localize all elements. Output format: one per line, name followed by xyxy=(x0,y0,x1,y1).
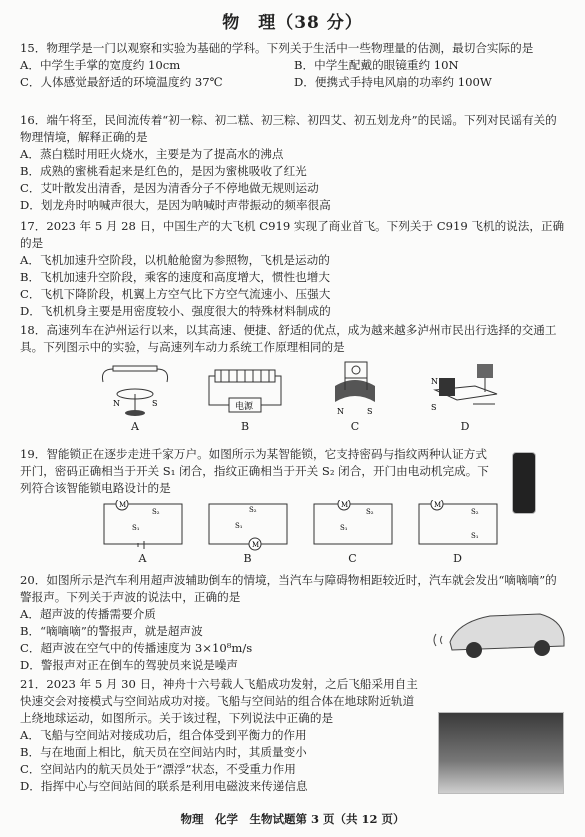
svg-text:S₂: S₂ xyxy=(470,508,479,516)
figure-d xyxy=(425,360,505,433)
question-16 xyxy=(20,112,568,214)
option-c: C．超声波在空气中的传播速度为 3×10⁸m/s xyxy=(20,641,253,655)
option-c: C．空间站内的航天员处于“漂浮”状态，不受重力作用 xyxy=(20,762,296,776)
question-stem: 20．如图所示是汽车利用超声波辅助倒车的情境，当汽车与障碍物相距较近时，汽车就会发出“嘀嘀嘀”的警报声。下列关于声波的说法中，正确的是 xyxy=(20,573,557,604)
svg-text:S: S xyxy=(431,403,437,412)
svg-text:N: N xyxy=(337,407,344,416)
svg-text:S: S xyxy=(367,407,373,416)
smart-lock-image xyxy=(512,452,536,514)
page-title: 物 理（38 分） xyxy=(222,13,363,33)
option-b: B．成熟的蜜桃看起来是红色的，是因为蜜桃吸收了红光 xyxy=(20,164,307,178)
option-c: C．飞机下降阶段，机翼上方空气比下方空气流速小、压强大 xyxy=(20,287,331,301)
motor-rails-diagram xyxy=(425,360,505,420)
compass-wire-diagram xyxy=(95,360,175,420)
question-15 xyxy=(20,40,568,91)
option-b: B．“嘀嘀嘀”的警报声，就是超声波 xyxy=(20,624,203,638)
option-b: B．与在地面上相比，航天员在空间站内时，其质量变小 xyxy=(20,745,307,759)
question-stem: 19．智能锁正在逐步走进千家万户。如图所示为某智能锁，它支持密码与指纹两种认证方式开门，密码正确相当于开关 S₁ 闭合，指纹正确相当于开关 S₂ 闭合，开门由电动机完成。下列符合该智能锁电路设计的是 xyxy=(20,447,489,495)
circuit-diagram xyxy=(415,500,501,552)
option-d: D．划龙舟时呐喊声很大，是因为呐喊时声带振动的频率很高 xyxy=(20,198,331,212)
question-stem: 16．端午将至，民间流传着“初一粽、初二糕、初三粽、初四艾、初五划龙舟”的民谣。下列对民谣有关的物理情境，解释正确的是 xyxy=(20,113,557,144)
option-c: C．艾叶散发出清香，是因为清香分子不停地做无规则运动 xyxy=(20,181,319,195)
circuit-diagram xyxy=(100,500,186,552)
space-station-photo xyxy=(438,712,564,794)
question-18 xyxy=(20,322,568,356)
q18-figures xyxy=(80,360,520,433)
circuit-d xyxy=(415,500,501,565)
option-b: B．飞机加速升空阶段，乘客的速度和高度增大，惯性也增大 xyxy=(20,270,330,284)
figure-label: C xyxy=(350,420,360,433)
figure-c xyxy=(315,360,395,433)
circuit-diagram xyxy=(205,500,291,552)
figure-label: D xyxy=(453,552,462,565)
electromagnet-diagram xyxy=(205,360,285,420)
option-d: D．飞机机身主要是用密度较小、强度很大的特殊材料制成的 xyxy=(20,304,331,318)
svg-text:M: M xyxy=(340,501,348,509)
option-b: B．中学生配戴的眼镜重约 10N xyxy=(294,58,459,72)
question-stem: 18．高速列车在泸州运行以来，以其高速、便捷、舒适的优点，成为越来越多泸州市民出行选择的交通工具。下列图示中的实验，与高速列车动力系统工作原理相同的是 xyxy=(20,323,557,354)
svg-text:M: M xyxy=(251,541,259,549)
option-d: D．指挥中心与空间站间的联系是利用电磁波来传递信息 xyxy=(20,779,308,793)
svg-text:S₂: S₂ xyxy=(248,506,257,514)
question-stem: 15．物理学是一门以观察和实验为基础的学科。下列关于生活中一些物理量的估测，最切合实际的是 xyxy=(20,41,534,55)
figure-label: A xyxy=(131,420,139,433)
svg-text:N: N xyxy=(431,377,438,386)
circuit-c xyxy=(310,500,396,565)
figure-label: C xyxy=(348,552,357,565)
circuit-a xyxy=(100,500,186,565)
svg-text:S: S xyxy=(152,399,158,408)
question-17 xyxy=(20,218,568,320)
figure-label: B xyxy=(243,552,252,565)
figure-label: A xyxy=(138,552,147,565)
svg-text:S₁: S₁ xyxy=(470,532,479,540)
svg-text:S₁: S₁ xyxy=(131,524,140,532)
power-label: 电源 xyxy=(235,402,254,412)
svg-text:M: M xyxy=(433,501,441,509)
option-c: C．人体感觉最舒适的环境温度约 37℃ xyxy=(20,75,223,89)
option-a: A．超声波的传播需要介质 xyxy=(20,607,156,621)
figure-b xyxy=(205,360,285,433)
option-a: A．飞船与空间站对接成功后，组合体受到平衡力的作用 xyxy=(20,728,307,742)
option-d: D．警报声对正在倒车的驾驶员来说是噪声 xyxy=(20,658,238,672)
question-stem: 17．2023 年 5 月 28 日，中国生产的大飞机 C919 实现了商业首飞。下列关于 C919 飞机的说法，正确的是 xyxy=(20,219,565,250)
generator-diagram xyxy=(315,360,395,420)
figure-label: D xyxy=(460,420,470,433)
question-19 xyxy=(20,446,490,497)
svg-text:N: N xyxy=(113,399,120,408)
option-a: A．中学生手掌的宽度约 10cm xyxy=(20,58,181,72)
svg-text:S₂: S₂ xyxy=(365,508,374,516)
q19-circuits xyxy=(90,500,510,565)
svg-text:S₁: S₁ xyxy=(339,524,348,532)
circuit-b xyxy=(205,500,291,565)
option-a: A．蒸白糕时用旺火烧水，主要是为了提高水的沸点 xyxy=(20,147,284,161)
option-a: A．飞机加速升空阶段，以机舱舱窗为参照物，飞机是运动的 xyxy=(20,253,330,267)
figure-label: B xyxy=(240,420,250,433)
svg-text:M: M xyxy=(118,501,126,509)
question-stem: 21．2023 年 5 月 30 日，神舟十六号载人飞船成功发射，之后飞船采用自主快速交会对接模式与空间站成功对接。飞船与空间站的组合体在地球附近轨道上绕地球运动，如图所示。关于该过程，下列说法中正确的是 xyxy=(20,677,418,725)
reversing-car-image xyxy=(430,604,570,662)
svg-text:S₁: S₁ xyxy=(234,522,243,530)
figure-a xyxy=(95,360,175,433)
option-d: D．便携式手持电风扇的功率约 100W xyxy=(294,75,492,89)
svg-text:S₂: S₂ xyxy=(151,508,160,516)
page-footer: 物理 化学 生物试题第 3 页（共 12 页） xyxy=(180,812,405,826)
circuit-diagram xyxy=(310,500,396,552)
